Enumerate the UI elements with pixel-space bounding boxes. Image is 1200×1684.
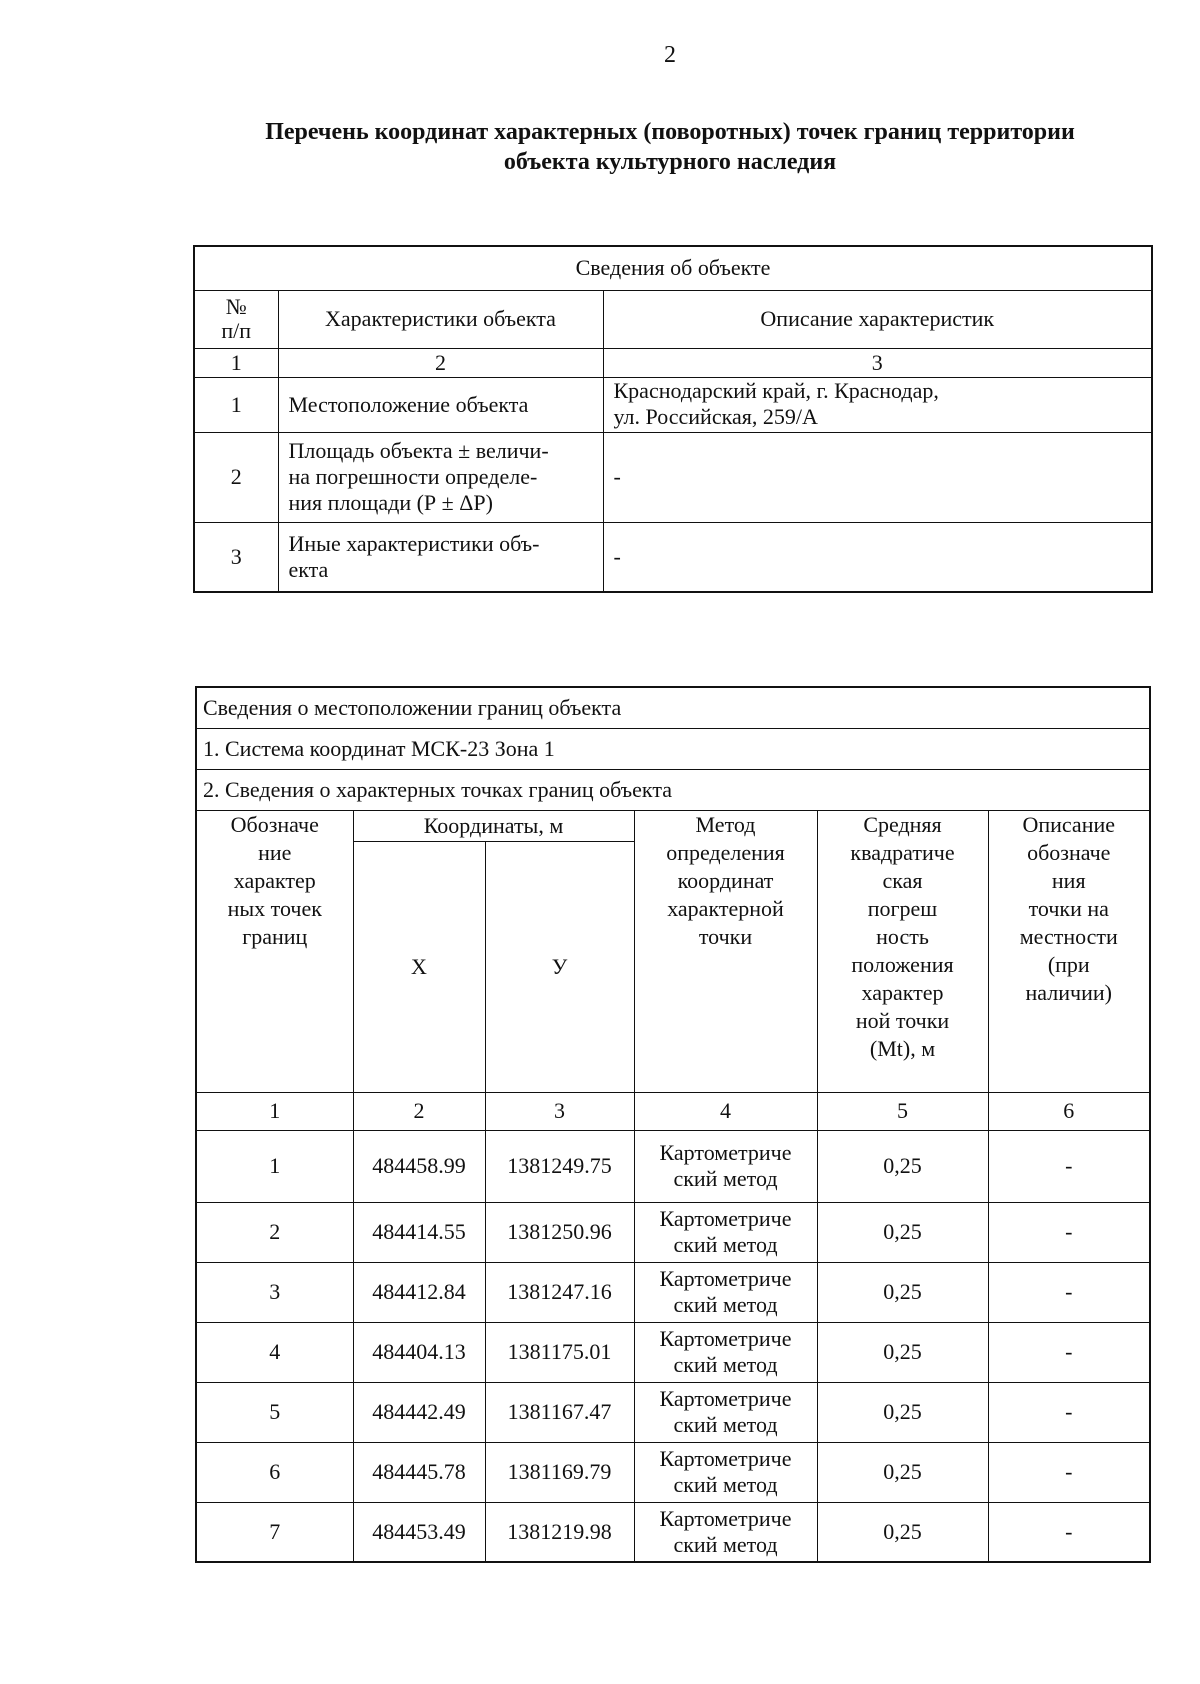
table-row — [194, 522, 1152, 592]
table-row — [196, 1442, 1150, 1502]
col-error-header: Средняя квадратиче ская погреш ность положения характер ной точки (Mt), м — [817, 810, 988, 1092]
col-method-header: Метод определения координат характерной точки — [634, 810, 817, 1092]
col-char-header: Характеристики объекта — [278, 290, 603, 348]
table-row — [196, 1322, 1150, 1382]
index-cell: 5 — [817, 1092, 988, 1130]
point-description: - — [988, 1202, 1150, 1262]
point-y: 1381219.98 — [485, 1502, 634, 1562]
point-error: 0,25 — [817, 1382, 988, 1442]
table-row — [196, 1130, 1150, 1202]
point-method: Картометриче ский метод — [634, 1382, 817, 1442]
point-method: Картометриче ский метод — [634, 1502, 817, 1562]
point-x: 484445.78 — [353, 1442, 485, 1502]
index-cell: 3 — [485, 1092, 634, 1130]
point-number: 1 — [196, 1130, 353, 1202]
point-number: 3 — [196, 1262, 353, 1322]
col-x-header: Х — [353, 841, 485, 1092]
col-desc-header: Описание характеристик — [603, 290, 1152, 348]
row-description: - — [603, 522, 1152, 592]
row-number: 1 — [194, 377, 278, 432]
point-x: 484453.49 — [353, 1502, 485, 1562]
row-description: Краснодарский край, г. Краснодар, ул. Российская, 259/А — [603, 377, 1152, 432]
index-row — [196, 1092, 1150, 1130]
point-description: - — [988, 1130, 1150, 1202]
point-description: - — [988, 1322, 1150, 1382]
point-number: 5 — [196, 1382, 353, 1442]
index-cell: 2 — [278, 348, 603, 377]
point-x: 484404.13 — [353, 1322, 485, 1382]
index-cell: 4 — [634, 1092, 817, 1130]
points-header: 2. Сведения о характерных точках границ объекта — [196, 769, 1150, 810]
index-cell: 3 — [603, 348, 1152, 377]
point-y: 1381250.96 — [485, 1202, 634, 1262]
row-description: - — [603, 432, 1152, 522]
row-number: 3 — [194, 522, 278, 592]
point-error: 0,25 — [817, 1322, 988, 1382]
row-characteristic: Иные характеристики объ- екта — [278, 522, 603, 592]
point-y: 1381169.79 — [485, 1442, 634, 1502]
col-num-header: № п/п — [194, 290, 278, 348]
table-row — [194, 432, 1152, 522]
point-number: 6 — [196, 1442, 353, 1502]
title-line-1: Перечень координат характерных (поворотных) точек границ территории — [265, 119, 1075, 145]
point-error: 0,25 — [817, 1502, 988, 1562]
point-description: - — [988, 1442, 1150, 1502]
point-method: Картометриче ский метод — [634, 1322, 817, 1382]
index-row — [194, 348, 1152, 377]
point-error: 0,25 — [817, 1262, 988, 1322]
index-cell: 2 — [353, 1092, 485, 1130]
boundary-info-header: Сведения о местоположении границ объекта — [196, 687, 1150, 728]
col-designation-header: Обозначе ние характер ных точек границ — [196, 810, 353, 1092]
index-cell: 1 — [194, 348, 278, 377]
point-number: 7 — [196, 1502, 353, 1562]
table-row — [196, 1502, 1150, 1562]
coordinate-system: 1. Система координат МСК-23 Зона 1 — [196, 728, 1150, 769]
row-characteristic: Местоположение объекта — [278, 377, 603, 432]
index-cell: 6 — [988, 1092, 1150, 1130]
point-y: 1381175.01 — [485, 1322, 634, 1382]
point-method: Картометриче ский метод — [634, 1442, 817, 1502]
point-x: 484412.84 — [353, 1262, 485, 1322]
table-row — [196, 1382, 1150, 1442]
page-title — [190, 117, 1150, 177]
index-cell: 1 — [196, 1092, 353, 1130]
title-line-2: объекта культурного наследия — [503, 149, 837, 175]
point-method: Картометриче ский метод — [634, 1130, 817, 1202]
point-y: 1381249.75 — [485, 1130, 634, 1202]
table-row — [196, 1202, 1150, 1262]
object-info-table — [193, 245, 1153, 593]
point-number: 2 — [196, 1202, 353, 1262]
point-error: 0,25 — [817, 1442, 988, 1502]
point-error: 0,25 — [817, 1130, 988, 1202]
point-description: - — [988, 1262, 1150, 1322]
point-y: 1381167.47 — [485, 1382, 634, 1442]
boundary-points-table — [195, 686, 1151, 1563]
point-x: 484414.55 — [353, 1202, 485, 1262]
col-coords-header: Координаты, м — [353, 810, 634, 841]
row-number: 2 — [194, 432, 278, 522]
col-description-header: Описание обозначе ния точки на местности (при наличии) — [988, 810, 1150, 1092]
object-info-header: Сведения об объекте — [194, 246, 1152, 290]
point-description: - — [988, 1502, 1150, 1562]
point-y: 1381247.16 — [485, 1262, 634, 1322]
point-error: 0,25 — [817, 1202, 988, 1262]
table-row — [194, 377, 1152, 432]
table-row — [196, 1262, 1150, 1322]
point-x: 484442.49 — [353, 1382, 485, 1442]
point-method: Картометриче ский метод — [634, 1202, 817, 1262]
row-characteristic: Площадь объекта ± величи- на погрешности определе- ния площади (Р ± ΔР) — [278, 432, 603, 522]
point-method: Картометриче ский метод — [634, 1262, 817, 1322]
point-description: - — [988, 1382, 1150, 1442]
point-number: 4 — [196, 1322, 353, 1382]
col-y-header: У — [485, 841, 634, 1092]
point-x: 484458.99 — [353, 1130, 485, 1202]
page-number: 2 — [664, 42, 676, 68]
